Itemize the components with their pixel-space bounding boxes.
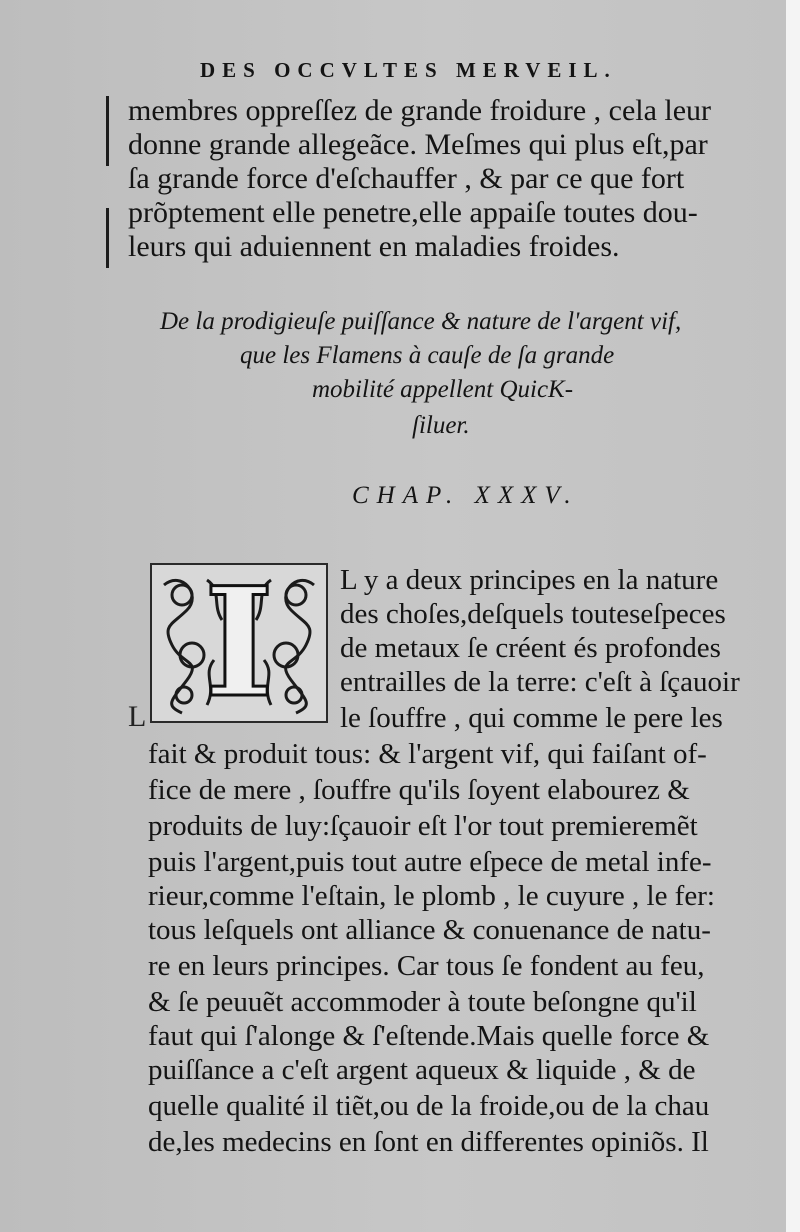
text-line: membres oppreſſez de grande froidure , cela leur: [128, 94, 712, 127]
text-line: prõptement elle penetre,elle appaiſe toutes dou-: [128, 196, 698, 229]
margin-mark-bar: [106, 96, 109, 166]
text-line: re en leurs principes. Car tous ſe fondent au feu,: [148, 950, 705, 982]
margin-mark-bar: [106, 208, 109, 268]
text-line: fait & produit tous: & l'argent vif, qui faiſant of-: [148, 738, 707, 770]
text-line: quelle qualité il tiẽt,ou de la froide,ou de la chau: [148, 1090, 710, 1122]
text-line: entrailles de la terre: c'eſt à ſçauoir: [340, 666, 740, 698]
heading-line: De la prodigieuſe puiſſance & nature de l'argent vif,: [160, 308, 682, 335]
text-line: de,les medecins en ſont en differentes opiniõs. Il: [148, 1126, 709, 1158]
text-line: ſa grande force d'eſchauffer , & par ce que fort: [128, 162, 685, 195]
text-line: puiſſance a c'eſt argent aqueux & liquide , & de: [148, 1054, 696, 1086]
text-line: le ſouffre , qui comme le pere les: [340, 702, 723, 734]
heading-line: ſiluer.: [412, 412, 470, 439]
text-line: fice de mere , ſouffre qu'ils ſoyent elabourez &: [148, 774, 690, 806]
text-line: leurs qui aduiennent en maladies froides.: [128, 230, 620, 263]
chapter-title: CHAP. XXXV.: [352, 482, 579, 509]
text-line: L y a deux principes en la nature: [340, 564, 719, 596]
text-line: faut qui ſ'alonge & ſ'eſtende.Mais quelle force &: [148, 1020, 710, 1052]
text-line: puis l'argent,puis tout autre eſpece de metal infe-: [148, 846, 712, 878]
page-edge: [786, 0, 800, 1232]
text-line: & ſe peuuẽt accommoder à toute beſongne qu'il: [148, 986, 697, 1018]
running-head: DES OCCVLTES MERVEIL.: [200, 58, 617, 82]
text-line: produits de luy:ſçauoir eſt l'or tout premieremẽt: [148, 810, 698, 842]
text-line: tous leſquels ont alliance & conuenance de natu-: [148, 914, 711, 946]
heading-line: que les Flamens à cauſe de ſa grande: [240, 342, 615, 369]
text-line: rieur,comme l'eſtain, le plomb , le cuyure , le fer:: [148, 880, 715, 912]
text-line: de metaux ſe créent és profondes: [340, 632, 721, 664]
heading-line: mobilité appellent QuicK-: [312, 376, 574, 403]
margin-annotation: L: [128, 700, 147, 733]
drop-cap-letter: I: [203, 555, 275, 731]
ornate-initial: [150, 555, 328, 731]
text-line: des choſes,deſquels touteseſpeces: [340, 598, 726, 630]
text-line: donne grande allegeãce. Meſmes qui plus eſt,par: [128, 128, 708, 161]
